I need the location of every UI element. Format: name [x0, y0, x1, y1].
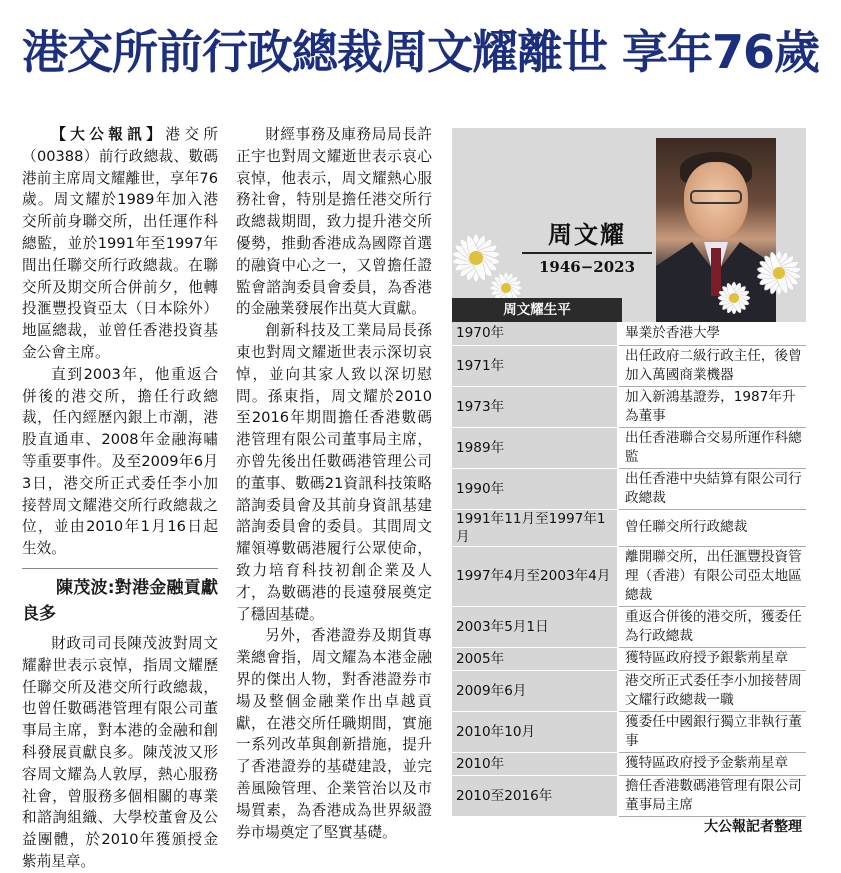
table-row	[452, 468, 806, 509]
article-paragraph: 財政司司長陳茂波對周文耀辭世表示哀悼，指周文耀歷任聯交所及港交所行政總裁，也曾任數碼港管理有限公司董事局主席，對本港的金融和創科發展貢獻良多。陳茂波又形容周文耀為人敦厚，熱心服務社會，曾服務多個相關的專業和諮詢組織、大學校董會及公益團體，於2010年獲頒授金紫荊星章。	[22, 634, 218, 870]
timeline-year: 1991年11月至1997年1月	[452, 509, 618, 546]
timeline-event: 加入新鴻基證券，1987年升為董事	[618, 386, 806, 427]
timeline-event: 曾任聯交所行政總裁	[618, 509, 806, 546]
table-row	[452, 670, 806, 711]
table-row	[452, 647, 806, 670]
table-row	[452, 345, 806, 386]
timeline-title	[452, 298, 806, 322]
credit-line: 大公報記者整理	[704, 819, 802, 835]
timeline-panel	[452, 128, 806, 817]
timeline-event: 重返合併後的港交所，獲委任為行政總裁	[618, 606, 806, 647]
table-row	[452, 775, 806, 816]
portrait-area	[452, 128, 806, 322]
table-row	[452, 546, 806, 606]
portrait-years: 1946−2023	[538, 258, 636, 276]
timeline-year: 1989年	[452, 427, 618, 468]
timeline-year: 1990年	[452, 468, 618, 509]
timeline-year: 1997年4月至2003年4月	[452, 546, 618, 606]
source-tag: 【大公報訊】	[51, 126, 166, 143]
timeline-year: 2010至2016年	[452, 775, 618, 816]
subheading: 陳茂波:對港金融貢獻良多	[22, 568, 218, 627]
timeline-year: 1973年	[452, 386, 618, 427]
timeline-event: 獲特區政府授予金紫荊星章	[618, 752, 806, 775]
timeline-year: 2005年	[452, 647, 618, 670]
article-paragraph: 直到2003年，他重返合併後的港交所，擔任行政總裁，任內經歷內銀上市潮，港股直通車、2008年金融海嘯等重要事件。及至2009年6月3日，港交所正式委任李小加接替周文耀港交所行政總裁之位，並由2010年1月16日起生效。	[22, 365, 218, 558]
table-row	[452, 711, 806, 752]
table-row	[452, 386, 806, 427]
divider	[522, 252, 652, 254]
timeline-event: 出任香港中央結算有限公司行政總裁	[618, 468, 806, 509]
table-row	[452, 427, 806, 468]
nameplate	[522, 220, 652, 276]
daisy-icon	[752, 246, 806, 300]
timeline-event: 擔任香港數碼港管理有限公司董事局主席	[618, 775, 806, 816]
timeline-event: 港交所正式委任李小加接替周文耀行政總裁一職	[618, 670, 806, 711]
timeline-event: 獲委任中國銀行獨立非執行董事	[618, 711, 806, 752]
headline: 港交所前行政總裁周文耀離世 享年76歲	[21, 25, 820, 79]
timeline-year: 2010年10月	[452, 711, 618, 752]
timeline-year: 1971年	[452, 345, 618, 386]
timeline-event: 出任政府二級行政主任，後曾加入萬國商業機器	[618, 345, 806, 386]
article-paragraph: 創新科技及工業局局長孫東也對周文耀逝世表示深切哀悼，並向其家人致以深切慰問。孫東指，周文耀於2010至2016年期間擔任香港數碼港管理有限公司董事局主席，亦曾先後出任數碼港管理公司的董事、數碼21資訊科技策略諮詢委員會及其前身資訊基建諮詢委員會的委員。其間周文耀領導數碼港履行公眾使命，致力培育科技初創企業及人才，為數碼港的長遠發展奠定了穩固基礎。	[236, 322, 432, 623]
article-paragraph: 另外，香港證券及期貨專業總會指，周文耀為本港金融界的傑出人物，對香港證券市場及整個金融業作出卓越貢獻，在港交所任職期間，實施一系列改革與創新措施，提升了香港證券的基礎建設，並完善風險管理、企業管治以及市場質素，為香港成為世界級證券市場奠定了堅實基礎。	[236, 627, 432, 841]
table-row	[452, 509, 806, 546]
timeline-year: 2003年5月1日	[452, 606, 618, 647]
timeline-year: 1970年	[452, 322, 618, 345]
timeline-year: 2009年6月	[452, 670, 618, 711]
timeline-table	[452, 322, 806, 817]
portrait-name: 周文耀	[548, 220, 626, 249]
article-column-1	[22, 124, 218, 873]
article-paragraph: 財經事務及庫務局局長許正宇也對周文耀逝世表示哀心哀悼，他表示，周文耀熱心服務社會，特別是擔任港交所行政總裁期間，致力提升港交所優勢，推動香港成為國際首選的融資中心之一，又曾擔任證監會諮詢委員會委員，為香港的金融業發展作出莫大貢獻。	[236, 126, 432, 318]
table-row	[452, 752, 806, 775]
timeline-event: 離開聯交所，出任滙豐投資管理（香港）有限公司亞太地區總裁	[618, 546, 806, 606]
table-row	[452, 606, 806, 647]
article-paragraph: 【大公報訊】港交所（00388）前行政總裁、數碼港前主席周文耀離世，享年76歲。周文耀於1989年加入港交所前身聯交所，出任運作科總監，並於1991年至1997年間出任聯交所行政總裁。在聯交所及期交所合併前夕，他轉投滙豐投資亞太（日本除外）地區總裁，並曾任香港投資基金公會主席。	[22, 126, 218, 361]
timeline-event: 畢業於香港大學	[618, 322, 806, 345]
timeline-event: 出任香港聯合交易所運作科總監	[618, 427, 806, 468]
table-row	[452, 322, 806, 345]
timeline-title-label: 周文耀生平	[503, 302, 571, 318]
article-column-2	[236, 124, 432, 843]
timeline-event: 獲特區政府授予銀紫荊星章	[618, 647, 806, 670]
timeline-year: 2010年	[452, 752, 618, 775]
